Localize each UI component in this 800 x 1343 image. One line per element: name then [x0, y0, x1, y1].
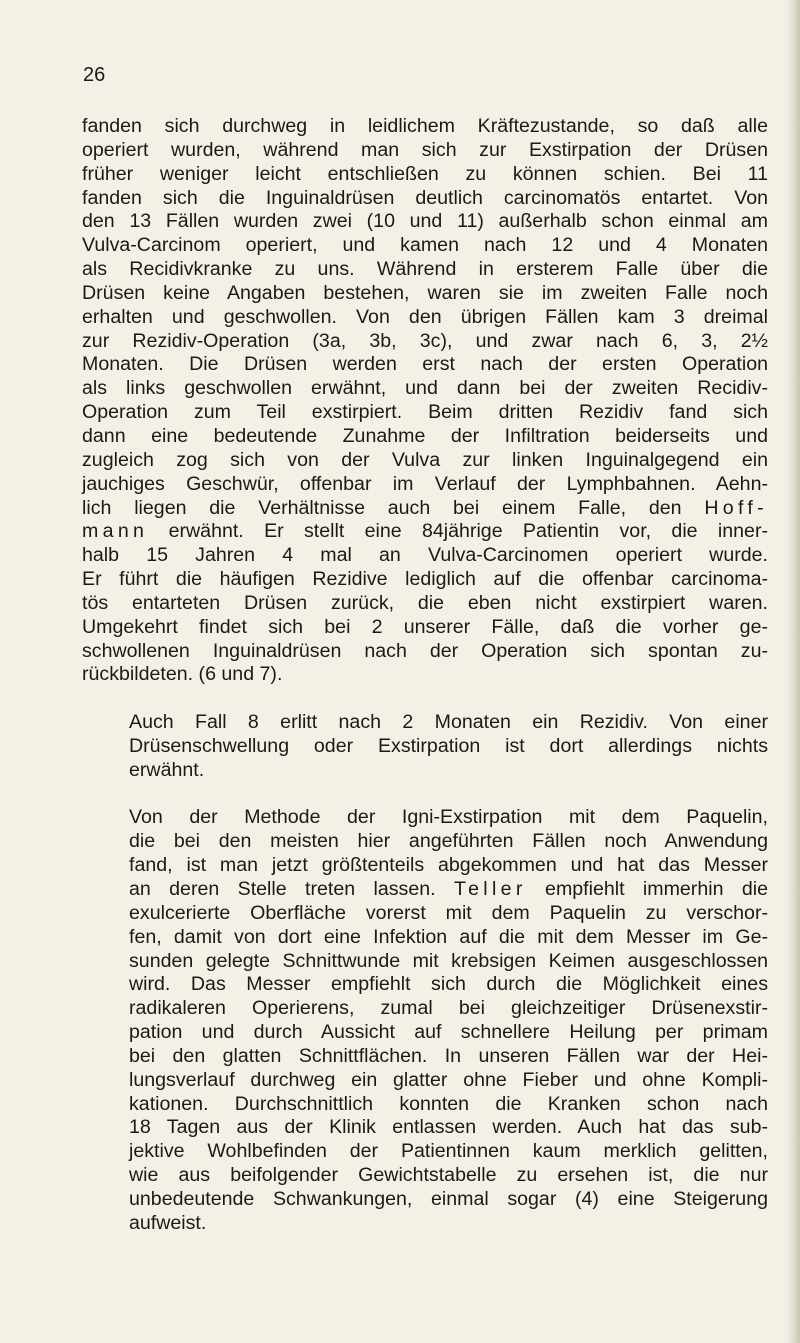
paragraph — [82, 115, 768, 687]
text-line: unbedeutende Schwankungen, einmal sogar (4) eine Steigerung — [129, 1187, 768, 1210]
text-segment: empfiehlt immerhin die — [526, 878, 768, 900]
text-line: zur Rezidiv-Operation (3a, 3b, 3c), und zwar nach 6, 3, 2½ — [82, 329, 768, 352]
text-line: dann eine bedeutende Zunahme der Infiltration beiderseits und — [82, 424, 768, 447]
text-line: jauchiges Geschwür, offenbar im Verlauf der Lymphbahnen. Aehn- — [82, 472, 768, 495]
text-line: tös entarteten Drüsen zurück, die eben nicht exstirpiert waren. — [82, 591, 768, 614]
text-line: fanden sich die Inguinaldrüsen deutlich carcinomatös entartet. Von — [82, 186, 768, 209]
text-line: Umgekehrt findet sich bei 2 unserer Fälle, daß die vorher ge- — [82, 615, 768, 638]
text-line: rückbildeten. (6 und 7). — [82, 663, 283, 686]
text-segment: an deren Stelle treten lassen. — [129, 878, 454, 900]
text-line: Monaten. Die Drüsen werden erst nach der ersten Operation — [82, 353, 768, 376]
text-segment: lich liegen die Verhältnisse auch bei einem Falle, den — [82, 496, 705, 519]
text-line: erhalten und geschwollen. Von den übrigen Fällen kam 3 dreimal — [82, 305, 768, 328]
text-line: Er führt die häufigen Rezidive lediglich auf die offenbar carcinoma- — [82, 568, 768, 591]
page-number: 26 — [83, 64, 106, 86]
text-line: kationen. Durchschnittlich konnten die Kranken schon nach — [129, 1092, 768, 1115]
text-line: Auch Fall 8 erlitt nach 2 Monaten ein Rezidiv. Von einer — [129, 711, 768, 734]
text-line: sunden gelegte Schnittwunde mit krebsigen Keimen ausgeschlossen — [129, 949, 768, 972]
text-line: jektive Wohlbefinden der Patientinnen kaum merklich gelitten, — [129, 1140, 768, 1163]
text-line: schwollenen Inguinaldrüsen nach der Operation sich spontan zu- — [82, 639, 768, 662]
text-line — [82, 497, 768, 521]
page-edge-shadow — [786, 0, 800, 1343]
text-line: radikaleren Operierens, zumal bei gleichzeitiger Drüsenexstir- — [129, 997, 768, 1020]
spaced-name: Hoff- — [704, 496, 768, 519]
text-line: die bei den meisten hier angeführten Fällen noch Anwendung — [129, 830, 768, 853]
text-line: Drüsen keine Angaben bestehen, waren sie im zweiten Falle noch — [82, 281, 768, 304]
text-line: Operation zum Teil exstirpiert. Beim dritten Rezidiv fand sich — [82, 401, 768, 424]
text-line: fand, ist man jetzt größtenteils abgekommen und hat das Messer — [129, 854, 768, 877]
text-line: lungsverlauf durchweg ein glatter ohne Fieber und ohne Kompli- — [129, 1068, 768, 1091]
text-line: exulcerierte Oberfläche vorerst mit dem Paquelin zu verschor- — [129, 901, 768, 924]
text-line: Drüsenschwellung oder Exstirpation ist dort allerdings nichts — [129, 734, 768, 757]
text-line: wird. Das Messer empfiehlt sich durch die Möglichkeit eines — [129, 973, 768, 996]
text-line: halb 15 Jahren 4 mal an Vulva-Carcinomen operiert wurde. — [82, 544, 768, 567]
text-line — [82, 878, 768, 902]
text-line: pation und durch Aussicht auf schnellere Heilung per primam — [129, 1021, 768, 1044]
text-line: fanden sich durchweg in leidlichem Kräftezustande, so daß alle — [82, 115, 768, 137]
body-text — [82, 115, 768, 1236]
text-line: Von der Methode der Igni-Exstirpation mit dem Paquelin, — [129, 806, 768, 829]
paragraph — [82, 806, 768, 1235]
text-line: operiert wurden, während man sich zur Exstirpation der Drüsen — [82, 138, 768, 161]
text-line: 18 Tagen aus der Klinik entlassen werden. Auch hat das sub- — [129, 1116, 768, 1139]
text-line: als links geschwollen erwähnt, und dann bei der zweiten Recidiv- — [82, 377, 768, 400]
spaced-name: Teller — [453, 878, 527, 900]
paragraph — [82, 711, 768, 783]
text-line: zugleich zog sich von der Vulva zur linken Inguinalgegend ein — [82, 448, 768, 471]
text-line: fen, damit von dort eine Infektion auf die mit dem Messer im Ge- — [129, 925, 768, 948]
text-line: aufweist. — [129, 1211, 207, 1234]
text-line: wie aus beifolgender Gewichtstabelle zu ersehen ist, die nur — [129, 1164, 768, 1187]
text-line: früher weniger leicht entschließen zu können schien. Bei 11 — [82, 162, 768, 185]
text-line: als Recidivkranke zu uns. Während in ersterem Falle über die — [82, 258, 768, 281]
spaced-name: mann — [82, 520, 149, 543]
text-line: bei den glatten Schnittflächen. In unseren Fällen war der Hei- — [129, 1044, 768, 1067]
text-line: Vulva-Carcinom operiert, und kamen nach 12 und 4 Monaten — [82, 234, 768, 257]
text-segment: erwähnt. Er stellt eine 84jährige Patientin vor, die inner- — [148, 520, 768, 543]
text-line: erwähnt. — [129, 758, 205, 781]
text-line: den 13 Fällen wurden zwei (10 und 11) außerhalb schon einmal am — [82, 210, 768, 233]
text-line — [82, 520, 768, 544]
